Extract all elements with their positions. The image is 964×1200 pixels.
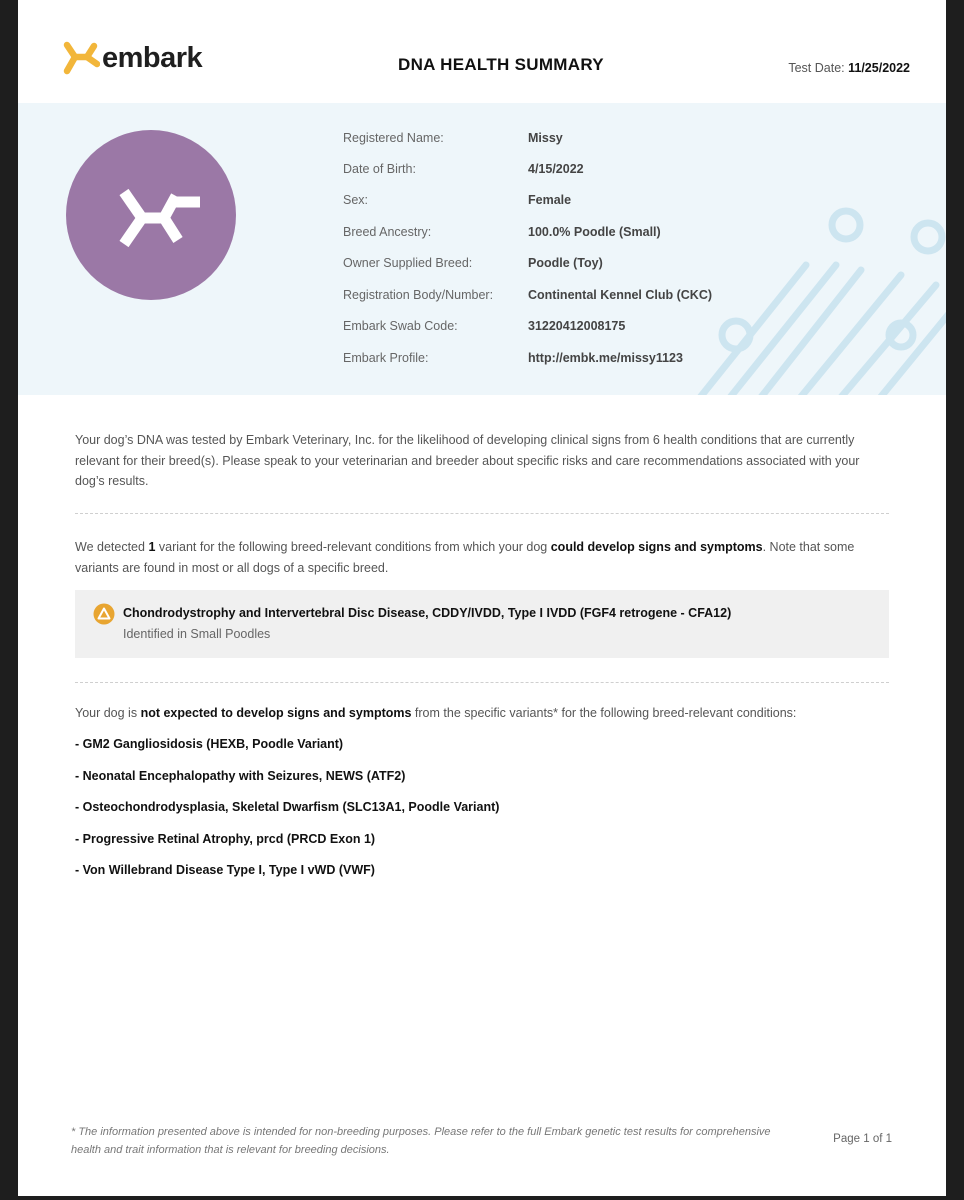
intro-paragraph: Your dog’s DNA was tested by Embark Veterinary, Inc. for the likelihood of developing clinical signs from 6 health conditions that are currently relevant for their breed(s). Please speak to your veterinarian and breeder about specific risks and care recommendations associated with your dog’s results. [75, 433, 860, 488]
variant-condition-title: Chondrodystrophy and Intervertebral Disc Disease, CDDY/IVDD, Type I IVDD (FGF4 retrogene - CFA12) [123, 606, 732, 620]
condition-item: - Osteochondrodysplasia, Skeletal Dwarfism (SLC13A1, Poodle Variant) [75, 800, 500, 814]
field-label: Embark Profile: [343, 351, 429, 365]
field-value: Missy [528, 131, 563, 145]
embark-logo-icon [60, 39, 100, 77]
condition-item: - Progressive Retinal Atrophy, prcd (PRCD Exon 1) [75, 832, 376, 846]
profile-link[interactable]: http://embk.me/missy1123 [528, 351, 683, 365]
field-label: Registered Name: [343, 131, 444, 145]
not-expected-emphasis: not expected to develop signs and symptoms [140, 706, 412, 720]
field-label: Sex: [343, 193, 369, 207]
dog-avatar [66, 130, 236, 300]
warning-triangle-icon [93, 603, 115, 625]
field-value: Continental Kennel Club (CKC) [528, 288, 713, 302]
field-label: Date of Birth: [343, 162, 416, 176]
not-expected-text-1: Your dog is [75, 706, 141, 720]
variant-result-box [75, 590, 889, 658]
field-label: Registration Body/Number: [343, 288, 494, 302]
detected-text-1: We detected [75, 540, 149, 554]
detected-text-2: variant for the following breed-relevant conditions from which your dog [155, 540, 551, 554]
field-value: 4/15/2022 [528, 162, 584, 176]
field-value: Poodle (Toy) [528, 256, 603, 270]
page-title: DNA HEALTH SUMMARY [398, 55, 604, 74]
field-value: 31220412008175 [528, 319, 626, 333]
test-date-value: 11/25/2022 [848, 61, 910, 75]
report-page [18, 0, 946, 1196]
report-header [18, 0, 946, 103]
variant-count: 1 [148, 540, 156, 554]
condition-item: - Neonatal Encephalopathy with Seizures, NEWS (ATF2) [75, 769, 406, 783]
condition-item: - Von Willebrand Disease Type I, Type I vWD (VWF) [75, 863, 375, 877]
test-date-label: Test Date: [788, 61, 845, 75]
field-value: 100.0% Poodle (Small) [528, 225, 661, 239]
divider [75, 682, 889, 683]
footnote: * The information presented above is intended for non-breeding purposes. Please refer to the full Embark genetic test results for comprehensive health and trait information that is relevant for breeding decisions. [71, 1126, 771, 1156]
field-label: Breed Ancestry: [343, 225, 432, 239]
detected-text-3: . Note that some variants are found in most or all dogs of a specific breed. [75, 540, 855, 575]
not-expected-paragraph [75, 706, 796, 720]
dog-profile-panel [18, 103, 946, 395]
not-expected-text-2: from the specific variants* for the following breed-relevant conditions: [411, 706, 797, 720]
page-number: Page 1 of 1 [833, 1133, 892, 1145]
detected-paragraph [75, 537, 890, 578]
condition-item: - GM2 Gangliosidosis (HEXB, Poodle Variant) [75, 737, 344, 751]
divider [75, 513, 889, 514]
test-date [788, 61, 910, 75]
embark-logo [60, 38, 202, 78]
brand-name: embark [102, 41, 203, 74]
decorative-pattern [696, 205, 946, 395]
field-label: Owner Supplied Breed: [343, 256, 473, 270]
detected-emphasis: could develop signs and symptoms [550, 540, 763, 554]
embark-mark-icon [116, 180, 200, 250]
field-label: Embark Swab Code: [343, 319, 458, 333]
field-value: Female [528, 193, 572, 207]
variant-condition-subtitle: Identified in Small Poodles [123, 627, 271, 641]
